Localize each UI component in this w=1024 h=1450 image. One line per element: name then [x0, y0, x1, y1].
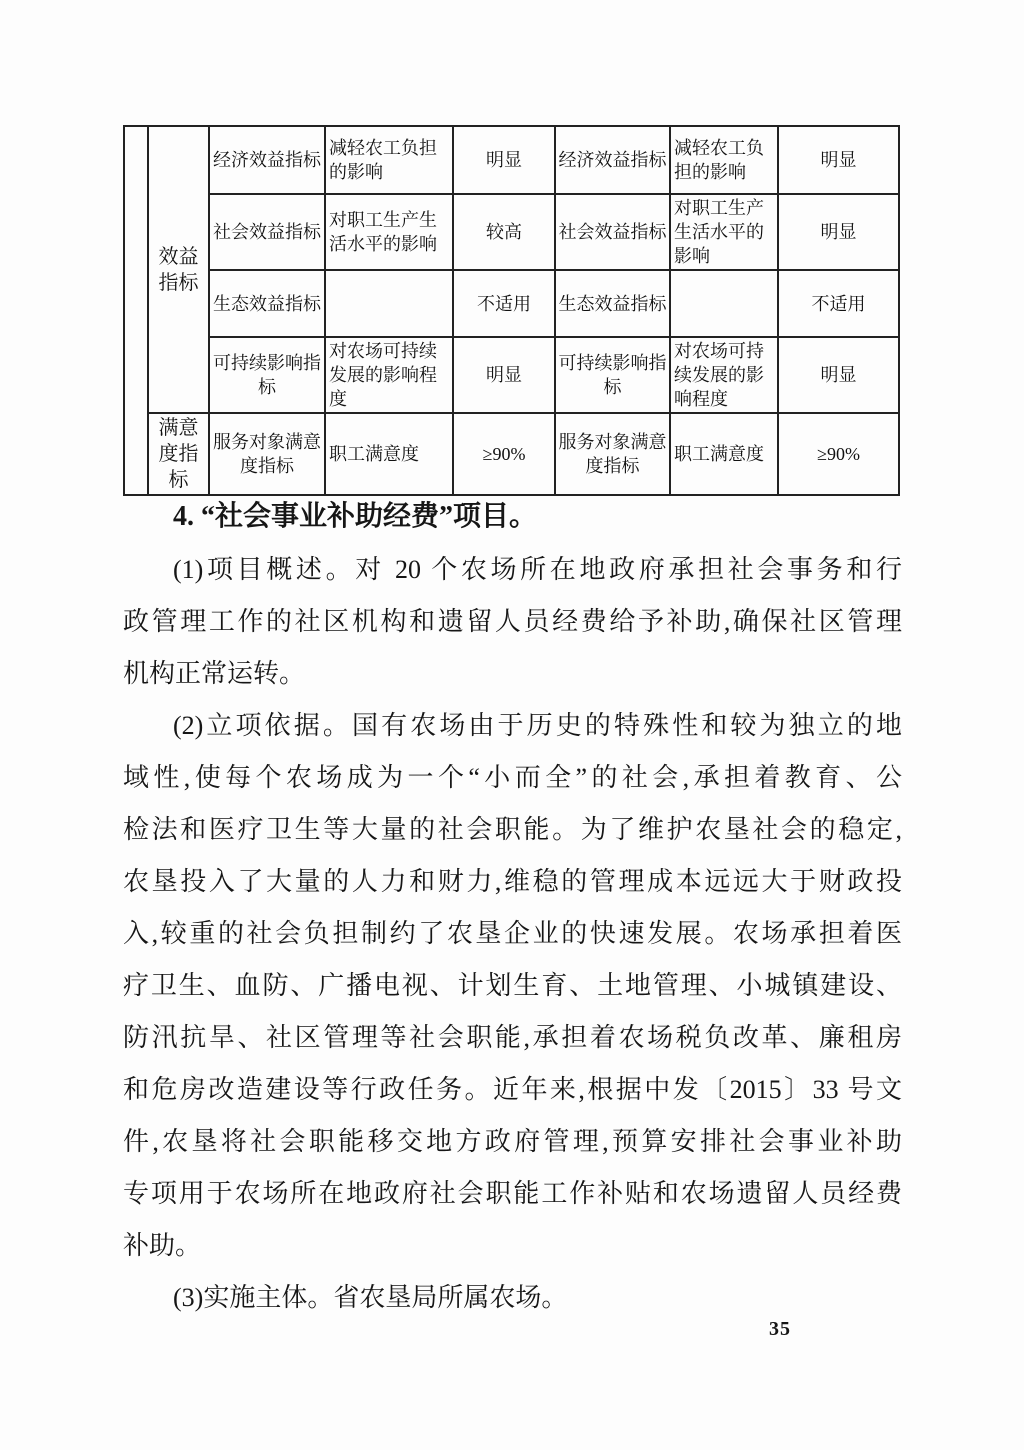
body-line: 疗卫生、血防、广播电视、计划生育、土地管理、小城镇建设、: [123, 971, 902, 1000]
body-line: 域性,使每个农场成为一个“小而全”的社会,承担着教育、公: [123, 763, 902, 792]
indicator-desc-cell: 对农场可持续发展的影响程度: [325, 337, 453, 413]
indicator-group-cell: 效益指标: [148, 126, 209, 413]
body-line: 入,较重的社会负担制约了农垦企业的快速发展。农场承担着医: [123, 919, 902, 948]
indicator-value-cell: ≥90%: [778, 413, 899, 495]
indicator-value-cell: 较高: [453, 194, 555, 270]
indicator-group-cell: 满意度指标: [148, 413, 209, 495]
section-heading: 4. “社会事业补助经费”项目。: [173, 501, 538, 532]
body-line: (2)立项依据。国有农场由于历史的特殊性和较为独立的地: [173, 711, 902, 740]
table-row: [124, 126, 899, 194]
indicator-name-cell: 社会效益指标: [209, 194, 325, 270]
body-line: 政管理工作的社区机构和遗留人员经费给予补助,确保社区管理: [123, 607, 902, 636]
table-empty-margin-cell: [124, 126, 148, 495]
body-line: 农垦投入了大量的人力和财力,维稳的管理成本远远大于财政投: [123, 867, 902, 896]
indicator-desc-cell: 减轻农工负担的影响: [325, 126, 453, 194]
indicator-desc-cell: 对职工生产生活水平的影响: [670, 194, 778, 270]
indicator-name-cell: 可持续影响指标: [209, 337, 325, 413]
table-row: [124, 337, 899, 413]
table-row: [124, 270, 899, 337]
indicator-name-cell: 服务对象满意度指标: [209, 413, 325, 495]
indicator-name-cell: 生态效益指标: [209, 270, 325, 337]
body-line: 检法和医疗卫生等大量的社会职能。为了维护农垦社会的稳定,: [123, 815, 902, 844]
page-number: 35: [769, 1318, 791, 1340]
indicator-desc-cell: [325, 270, 453, 337]
indicator-desc-cell: 减轻农工负担的影响: [670, 126, 778, 194]
indicator-value-cell: 明显: [778, 126, 899, 194]
indicator-desc-cell: [670, 270, 778, 337]
body-line: 专项用于农场所在地政府社会职能工作补贴和农场遗留人员经费: [123, 1179, 902, 1208]
indicator-desc-cell: 对农场可持续发展的影响程度: [670, 337, 778, 413]
indicator-name-cell: 生态效益指标: [555, 270, 670, 337]
indicator-desc-cell: 对职工生产生活水平的影响: [325, 194, 453, 270]
indicator-name-cell: 经济效益指标: [555, 126, 670, 194]
indicator-value-cell: 不适用: [778, 270, 899, 337]
indicator-desc-cell: 职工满意度: [670, 413, 778, 495]
indicator-desc-cell: 职工满意度: [325, 413, 453, 495]
evaluation-indicators-table: [123, 125, 900, 496]
body-line: 和危房改造建设等行政任务。近年来,根据中发〔2015〕33 号文: [123, 1075, 902, 1104]
indicator-value-cell: ≥90%: [453, 413, 555, 495]
table-row: [124, 194, 899, 270]
table-row: [124, 413, 899, 495]
indicator-value-cell: 不适用: [453, 270, 555, 337]
indicator-name-cell: 可持续影响指标: [555, 337, 670, 413]
indicator-value-cell: 明显: [778, 194, 899, 270]
indicator-value-cell: 明显: [453, 337, 555, 413]
body-line: 防汛抗旱、社区管理等社会职能,承担着农场税负改革、廉租房: [123, 1023, 902, 1052]
body-line: 件,农垦将社会职能移交地方政府管理,预算安排社会事业补助: [123, 1127, 902, 1156]
indicator-value-cell: 明显: [778, 337, 899, 413]
body-line: (1)项目概述。对 20 个农场所在地政府承担社会事务和行: [173, 555, 902, 584]
indicator-name-cell: 社会效益指标: [555, 194, 670, 270]
indicator-name-cell: 经济效益指标: [209, 126, 325, 194]
body-line: 机构正常运转。: [123, 659, 306, 688]
body-line: 补助。: [123, 1231, 202, 1260]
indicator-name-cell: 服务对象满意度指标: [555, 413, 670, 495]
body-text: [123, 544, 902, 1324]
indicator-value-cell: 明显: [453, 126, 555, 194]
body-line: (3)实施主体。省农垦局所属农场。: [173, 1283, 568, 1312]
